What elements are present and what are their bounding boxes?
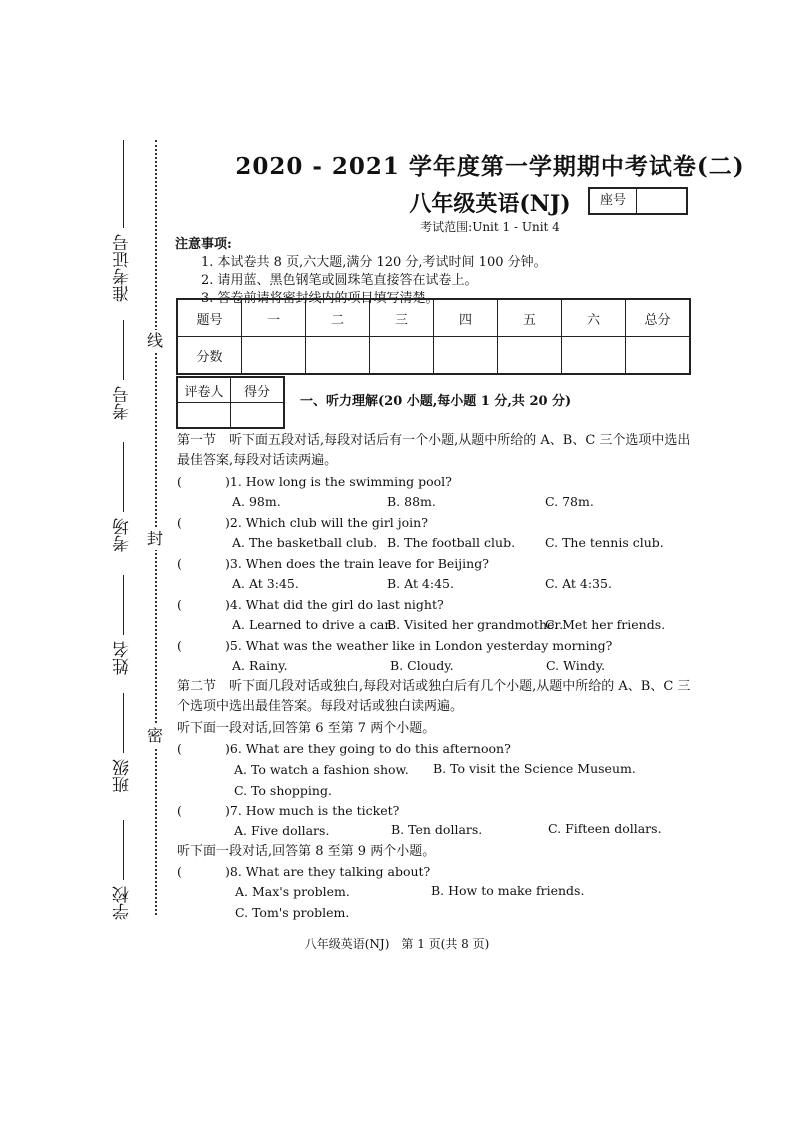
option-b: B. 88m. xyxy=(387,494,436,509)
fill-line xyxy=(123,693,124,753)
fill-line xyxy=(123,320,124,380)
option-c: C. At 4:35. xyxy=(545,576,612,591)
option-a: A. At 3:45. xyxy=(232,576,299,591)
sub-instruction: 听下面一段对话,回答第 6 至第 7 两个小题。 xyxy=(177,721,436,736)
question-stem: )8. What are they talking about? xyxy=(225,864,431,879)
field-label: 姓名 xyxy=(113,641,133,675)
question-7 xyxy=(177,803,399,818)
option-c: C. Fifteen dollars. xyxy=(548,821,662,836)
score-input-cell[interactable] xyxy=(562,337,626,375)
table-cell: 五 xyxy=(498,299,562,337)
field-exam-room[interactable] xyxy=(108,442,138,558)
grader-input-cell[interactable] xyxy=(231,403,285,429)
question-3 xyxy=(177,556,489,571)
part1-instructions: 第一节 听下面五段对话,每段对话后有一个小题,从题中所给的 A、B、C 三个选项中选出最佳答案,每段对话读两遍。 xyxy=(177,433,691,468)
table-cell: 二 xyxy=(306,299,370,337)
table-cell: 四 xyxy=(434,299,498,337)
table-cell: 分数 xyxy=(177,337,242,375)
sub-instruction: 听下面一段对话,回答第 8 至第 9 两个小题。 xyxy=(177,844,436,859)
seal-char-line: 线 xyxy=(147,331,164,350)
seat-label: 座号 xyxy=(590,189,637,213)
answer-paren[interactable]: ( xyxy=(177,474,182,489)
option-c: C. 78m. xyxy=(545,494,594,509)
option-a: A. Rainy. xyxy=(232,658,288,673)
option-a: A. Learned to drive a car. xyxy=(232,617,393,632)
option-b: B. How to make friends. xyxy=(431,883,585,898)
question-stem: )3. When does the train leave for Beijing? xyxy=(225,556,489,571)
field-class[interactable] xyxy=(108,693,138,799)
table-row xyxy=(177,377,284,403)
option-c: C. The tennis club. xyxy=(545,535,664,550)
field-label: 准考证号 xyxy=(113,234,133,302)
notice-item: 2. 请用蓝、黑色钢笔或圆珠笔直接答在试卷上。 xyxy=(201,273,478,288)
page-footer: 八年级英语(NJ) 第 1 页(共 8 页) xyxy=(304,937,490,951)
exam-scope: 考试范围:Unit 1 - Unit 4 xyxy=(420,220,560,234)
answer-paren[interactable]: ( xyxy=(177,515,182,530)
field-name[interactable] xyxy=(108,575,138,681)
answer-paren[interactable]: ( xyxy=(177,741,182,756)
fill-line xyxy=(123,442,124,512)
table-cell: 一 xyxy=(242,299,306,337)
answer-paren[interactable]: ( xyxy=(177,803,182,818)
table-row xyxy=(177,403,284,429)
score-input-cell[interactable] xyxy=(306,337,370,375)
option-a: A. The basketball club. xyxy=(232,535,378,550)
score-input-cell[interactable] xyxy=(370,337,434,375)
option-a: A. Max's problem. xyxy=(235,884,350,899)
score-input-cell[interactable] xyxy=(242,337,306,375)
option-a: A. Five dollars. xyxy=(234,823,330,838)
option-b: B. At 4:45. xyxy=(387,576,454,591)
notice-item: 3. 答卷前请将密封线内的项目填写清楚。 xyxy=(201,291,439,306)
table-cell: 得分 xyxy=(231,377,285,403)
answer-paren[interactable]: ( xyxy=(177,556,182,571)
grader-table xyxy=(176,376,285,429)
field-label: 考号 xyxy=(113,386,133,420)
option-c: C. Tom's problem. xyxy=(235,905,350,920)
question-stem: )1. How long is the swimming pool? xyxy=(225,474,452,489)
question-5 xyxy=(177,638,612,653)
question-6 xyxy=(177,741,511,756)
question-2 xyxy=(177,515,428,530)
table-row xyxy=(177,337,690,375)
notice-heading: 注意事项: xyxy=(175,237,232,252)
question-4 xyxy=(177,597,444,612)
option-c: C. Windy. xyxy=(546,658,606,673)
option-b: B. Ten dollars. xyxy=(391,822,483,837)
option-a: A. To watch a fashion show. xyxy=(234,762,409,777)
fill-line xyxy=(123,820,124,880)
option-b: B. Visited her grandmother. xyxy=(387,617,564,632)
question-8 xyxy=(177,864,430,879)
part2-instructions: 第二节 听下面几段对话或独白,每段对话或独白后有几个小题,从题中所给的 A、B、C 三个选项中选出最佳答案。每段对话或独白读两遍。 xyxy=(177,679,691,714)
seal-char-secret: 密 xyxy=(147,726,164,745)
field-exam-number[interactable] xyxy=(108,320,138,426)
table-cell: 评卷人 xyxy=(177,377,231,403)
question-1 xyxy=(177,474,452,489)
exam-subtitle: 八年级英语(NJ) xyxy=(409,191,571,217)
table-cell: 六 xyxy=(562,299,626,337)
grader-input-cell[interactable] xyxy=(177,403,231,429)
option-a: A. 98m. xyxy=(232,494,281,509)
score-input-cell[interactable] xyxy=(434,337,498,375)
table-cell: 题号 xyxy=(177,299,242,337)
answer-paren[interactable]: ( xyxy=(177,864,182,879)
score-table xyxy=(176,298,691,375)
table-cell: 总分 xyxy=(626,299,691,337)
option-c: C. Met her friends. xyxy=(545,617,666,632)
fill-line xyxy=(123,140,124,228)
question-stem: )6. What are they going to do this afternoon? xyxy=(225,741,511,756)
question-stem: )4. What did the girl do last night? xyxy=(225,597,444,612)
question-stem: )7. How much is the ticket? xyxy=(225,803,400,818)
field-label: 班级 xyxy=(113,759,133,793)
option-b: B. To visit the Science Museum. xyxy=(433,761,636,776)
fill-line xyxy=(123,575,124,635)
option-c: C. To shopping. xyxy=(234,783,332,798)
answer-paren[interactable]: ( xyxy=(177,597,182,612)
question-stem: )2. Which club will the girl join? xyxy=(225,515,428,530)
score-input-cell[interactable] xyxy=(498,337,562,375)
seat-input-cell[interactable] xyxy=(637,189,686,213)
option-b: B. Cloudy. xyxy=(390,658,454,673)
option-b: B. The football club. xyxy=(387,535,516,550)
score-input-cell[interactable] xyxy=(626,337,691,375)
section-title: 一、听力理解(20 小题,每小题 1 分,共 20 分) xyxy=(300,394,572,409)
notice-item: 1. 本试卷共 8 页,六大题,满分 120 分,考试时间 100 分钟。 xyxy=(201,255,547,270)
exam-title: 2020 - 2021 学年度第一学期期中考试卷(二) xyxy=(235,153,745,180)
field-school[interactable] xyxy=(108,820,138,926)
answer-paren[interactable]: ( xyxy=(177,638,182,653)
table-row xyxy=(177,299,690,337)
seat-number-box xyxy=(588,187,688,215)
field-label: 考场 xyxy=(113,518,133,552)
field-exam-id[interactable] xyxy=(108,140,138,308)
question-stem: )5. What was the weather like in London yesterday morning? xyxy=(225,638,613,653)
seal-char-seal: 封 xyxy=(147,529,164,548)
field-label: 学校 xyxy=(113,886,133,920)
table-cell: 三 xyxy=(370,299,434,337)
